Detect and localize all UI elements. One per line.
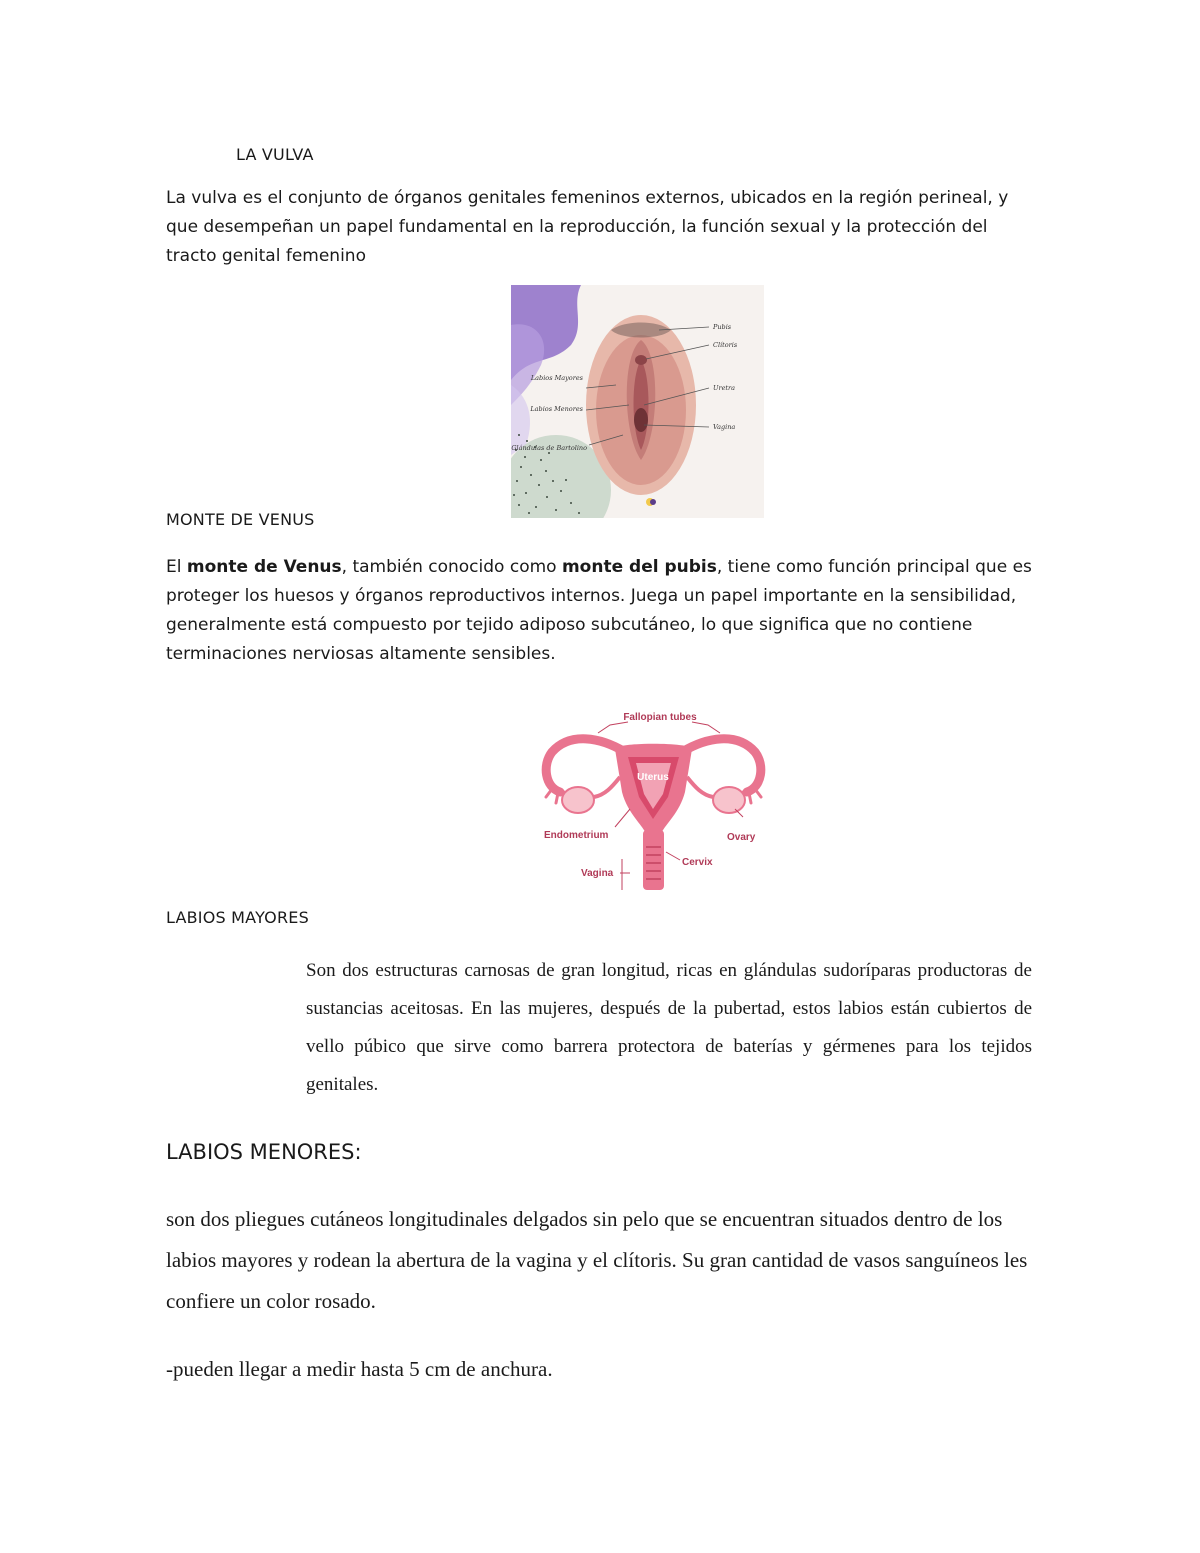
label-vagina-uterus: Vagina [581,868,614,879]
labios-menores-paragraph: son dos pliegues cutáneos longitudinales delgados sin pelo que se encuentran situados dentro de los labios mayores y rodean la abertura de la vagina y el clítoris. Su gran cantidad de vasos sanguíneos les confiere un color rosado. [166,1207,1028,1313]
monte-venus-text-mid: , también conocido como [341,557,562,577]
label-endometrium: Endometrium [544,830,609,841]
label-glandulas: Glándulas de Bartolino [511,444,587,452]
title-labios-menores: LABIOS MENORES: [166,1140,362,1164]
uterus-diagram [540,697,767,895]
label-cervix: Cervix [682,857,713,868]
monte-venus-bold-2: monte del pubis [561,557,717,577]
labios-menores-note: -pueden llegar a medir hasta 5 cm de anchura. [166,1357,553,1381]
labios-mayores-paragraph: Son dos estructuras carnosas de gran longitud, ricas en glándulas sudoríparas productoras de sustancias aceitosas. En las mujeres, después de la pubertad, estos labios están cubiertos de vello púbico que sirve como barrera protectora de baterías y gérmenes para los tejidos genitales. [306,960,1032,1095]
label-vagina: Vagina [713,423,736,431]
monte-venus-text-pre: El [166,557,187,577]
title-monte-de-venus: MONTE DE VENUS [166,510,315,529]
vagina-shape [643,830,664,890]
label-uterus: Uterus [637,772,669,783]
monte-venus-bold-1: monte de Venus [186,557,342,577]
label-ovary: Ovary [727,832,756,843]
label-labios-mayores: Labios Mayores [530,374,583,382]
label-clitoris: Clítoris [713,341,738,349]
vulva-paragraph: La vulva es el conjunto de órganos genitales femeninos externos, ubicados en la región perineal, y que desempeñan un papel fundamental en la reproducción, la función sexual y la protección del tracto genital femenino [166,188,1009,266]
label-fallopian-tubes: Fallopian tubes [623,712,697,723]
monte-venus-paragraph [166,553,1036,669]
left-ovary [562,787,594,813]
label-uretra: Uretra [713,384,736,392]
vulva-diagram [511,285,764,518]
title-labios-mayores: LABIOS MAYORES [166,908,309,927]
title-la-vulva: LA VULVA [236,145,314,164]
label-labios-menores: Labios Menores [530,405,583,413]
monte-venus-text-post: , tiene como función principal que es proteger los huesos y órganos reproductivos internos. Juega un papel importante en la sensibilidad, generalmente está compuesto por tejido adiposo subcutáneo, lo que significa que no contiene terminaciones nerviosas altamente sensibles. [166,557,1032,664]
right-ovary [713,787,745,813]
label-pubis: Pubis [713,323,732,331]
